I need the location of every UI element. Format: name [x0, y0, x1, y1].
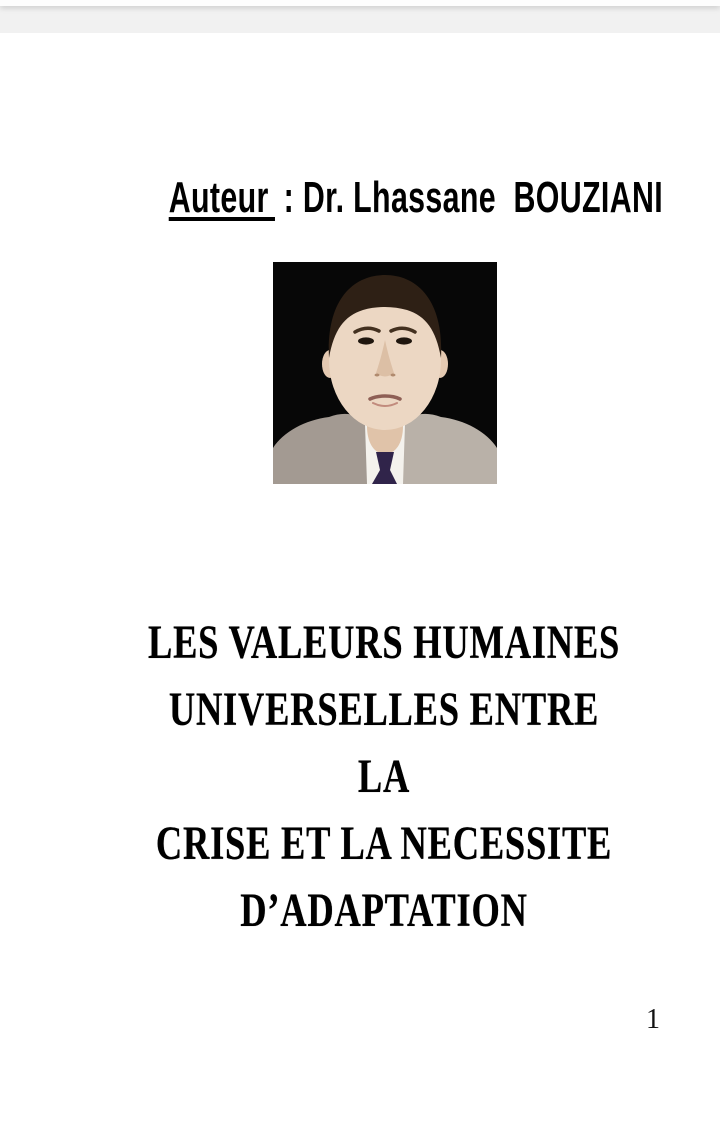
- left-eye: [358, 337, 374, 344]
- author-portrait-photo: [273, 262, 497, 484]
- title-line-3: CRISE ET LA NECESSITE: [155, 817, 613, 870]
- document-page: [0, 33, 720, 1122]
- left-nostril: [375, 374, 380, 377]
- viewer-page-gap: [0, 0, 720, 33]
- right-eye: [396, 337, 412, 344]
- author-line: [168, 173, 664, 222]
- author-label-underlined: Auteur: [169, 180, 275, 221]
- title-line-2: UNIVERSELLES ENTRE LA: [168, 683, 600, 803]
- right-nostril: [391, 374, 396, 377]
- title-line-1: LES VALEURS HUMAINES: [147, 616, 621, 669]
- portrait-illustration: [273, 262, 497, 484]
- author-name: : Dr. Lhassane BOUZIANI: [274, 173, 664, 222]
- title-line-4: D’ADAPTATION: [240, 884, 528, 937]
- book-title: [72, 609, 696, 944]
- previous-page-edge: [0, 0, 720, 6]
- page-number: 1: [646, 1004, 660, 1035]
